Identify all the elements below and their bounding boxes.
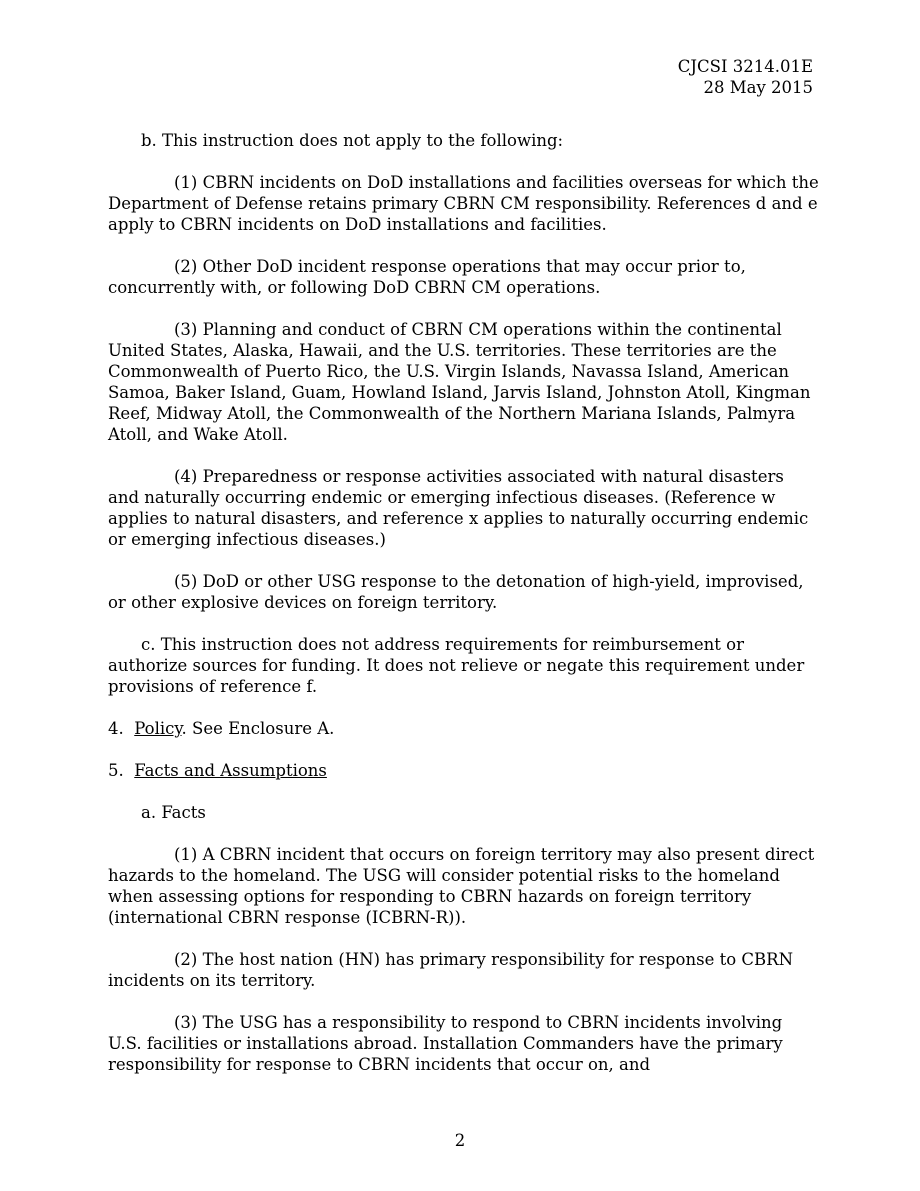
paragraph-b-4: (4) Preparedness or response activities associated with natural disasters and naturally occurring endemic or emerging infectious diseases. (Reference w applies to natural disasters, and reference x applies to naturally occurring endemic or emerging infectious diseases.) [108, 467, 809, 549]
section-5-number: 5. [108, 761, 124, 780]
section-4 [108, 718, 820, 739]
document-body [108, 130, 820, 1096]
paragraph-b-2: (2) Other DoD incident response operations that may occur prior to, concurrently with, or following DoD CBRN CM operations. [108, 257, 746, 297]
page-number: 2 [454, 1131, 466, 1150]
document-date: 28 May 2015 [703, 78, 813, 97]
paragraph-a-2: (2) The host nation (HN) has primary responsibility for response to CBRN incidents on its territory. [108, 950, 794, 990]
section-5-title: Facts and Assumptions [134, 761, 327, 780]
document-id: CJCSI 3214.01E [677, 57, 813, 76]
paragraph-b-1: (1) CBRN incidents on DoD installations and facilities overseas for which the Department of Defense retains primary CBRN CM responsibility. References d and e apply to CBRN incidents on DoD installations and facilities. [108, 173, 819, 234]
section-4-title: Policy [134, 719, 182, 738]
paragraph-a: a. Facts [141, 803, 206, 822]
paragraph-a-3: (3) The USG has a responsibility to respond to CBRN incidents involving U.S. facilities or installations abroad. Installation Commanders have the primary responsibility for response to CBRN incidents that occur on, and [108, 1013, 783, 1074]
paragraph-b-3: (3) Planning and conduct of CBRN CM operations within the continental United States, Alaska, Hawaii, and the U.S. territories. These territories are the Commonwealth of Puerto Rico, the U.S. Virgin Islands, Navassa Island, American Samoa, Baker Island, Guam, Howland Island, Jarvis Island, Johnston Atoll, Kingman Reef, Midway Atoll, the Commonwealth of the Northern Mariana Islands, Palmyra Atoll, and Wake Atoll. [108, 320, 811, 444]
paragraph-c: c. This instruction does not address requirements for reimbursement or authorize sources for funding. It does not relieve or negate this requirement under provisions of reference f. [108, 635, 805, 696]
section-5 [108, 760, 820, 781]
section-4-number: 4. [108, 719, 124, 738]
document-header [678, 56, 813, 98]
paragraph-a-1: (1) A CBRN incident that occurs on foreign territory may also present direct hazards to the homeland. The USG will consider potential risks to the homeland when assessing options for responding to CBRN hazards on foreign territory (international CBRN response (ICBRN-R)). [108, 845, 815, 927]
paragraph-b: b. This instruction does not apply to the following: [141, 131, 564, 150]
section-4-text: . See Enclosure A. [181, 719, 335, 738]
paragraph-b-5: (5) DoD or other USG response to the detonation of high-yield, improvised, or other explosive devices on foreign territory. [108, 572, 804, 612]
